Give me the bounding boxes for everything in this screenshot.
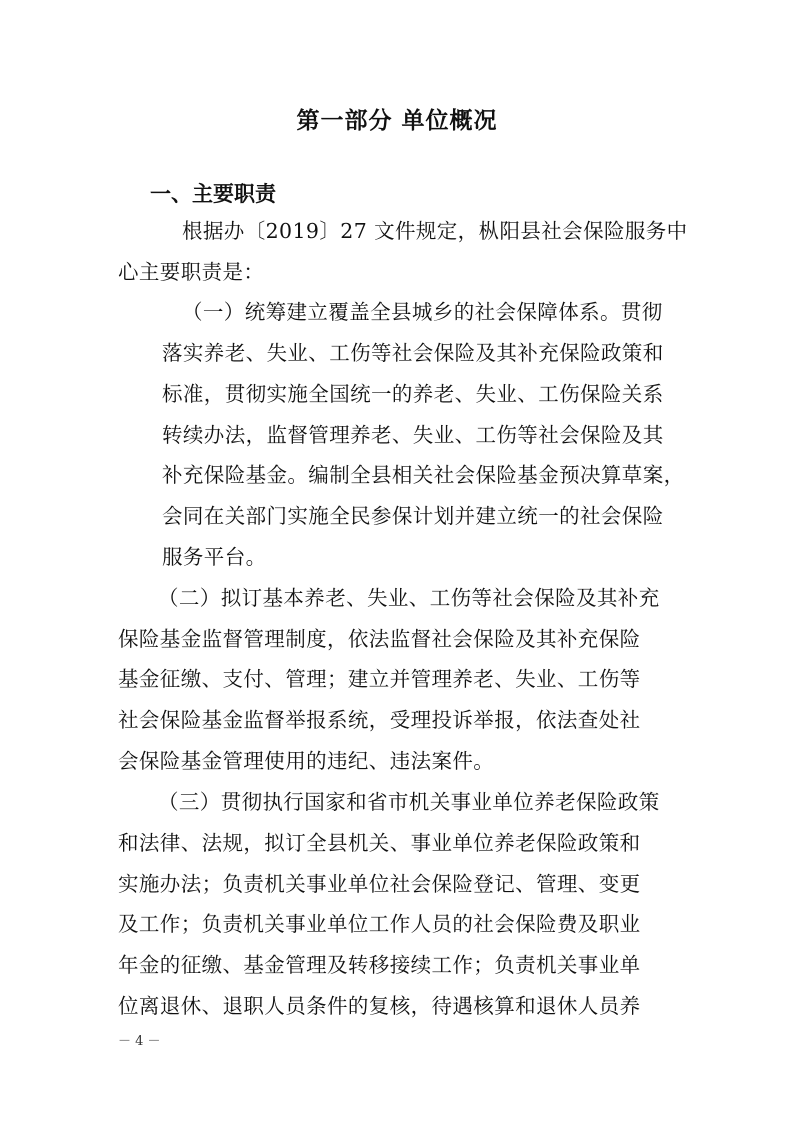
body-line: 会保险基金管理使用的违纪、违法案件。: [118, 749, 495, 773]
body-line: 年金的征缴、基金管理及转移接续工作；负责机关事业单: [118, 953, 641, 977]
body-line: 会同在关部门实施全民参保计划并建立统一的社会保险: [162, 504, 664, 528]
body-line: 补充保险基金。编制全县相关社会保险基金预决算草案，: [162, 463, 685, 487]
body-line: 落实养老、失业、工伤等社会保险及其补充保险政策和: [162, 341, 664, 365]
body-line: 根据办〔2019〕27 文件规定，枞阳县社会保险服务中: [182, 219, 688, 243]
body-line: 基金征缴、支付、管理；建立并管理养老、失业、工伤等: [118, 667, 641, 691]
body-line: 社会保险基金监督举报系统，受理投诉举报，依法查处社: [118, 708, 641, 732]
body-line: 实施办法；负责机关事业单位社会保险登记、管理、变更: [118, 872, 641, 896]
body-line: 保险基金监督管理制度，依法监督社会保险及其补充保险: [118, 627, 641, 651]
page-title: 第一部分 单位概况: [296, 108, 498, 134]
body-line: 服务平台。: [162, 545, 267, 569]
body-line: 位离退休、退职人员条件的复核，待遇核算和退休人员养: [118, 994, 641, 1018]
body-line: 转续办法，监督管理养老、失业、工伤等社会保险及其: [162, 423, 664, 447]
body-line: 心主要职责是：: [118, 260, 265, 284]
body-line: （一）统筹建立覆盖全县城乡的社会保障体系。贯彻: [182, 300, 663, 324]
body-line: （三）贯彻执行国家和省市机关事业单位养老保险政策: [158, 790, 660, 814]
body-line: 标准，贯彻实施全国统一的养老、失业、工伤保险关系: [162, 382, 664, 406]
section-heading: 一、主要职责: [150, 182, 276, 206]
body-line: 及工作；负责机关事业单位工作人员的社会保险费及职业: [118, 912, 641, 936]
body-line: （二）拟订基本养老、失业、工伤等社会保险及其补充: [158, 586, 660, 610]
page-number: － 4 －: [118, 1034, 161, 1049]
body-line: 和法律、法规，拟订全县机关、事业单位养老保险政策和: [118, 831, 641, 855]
